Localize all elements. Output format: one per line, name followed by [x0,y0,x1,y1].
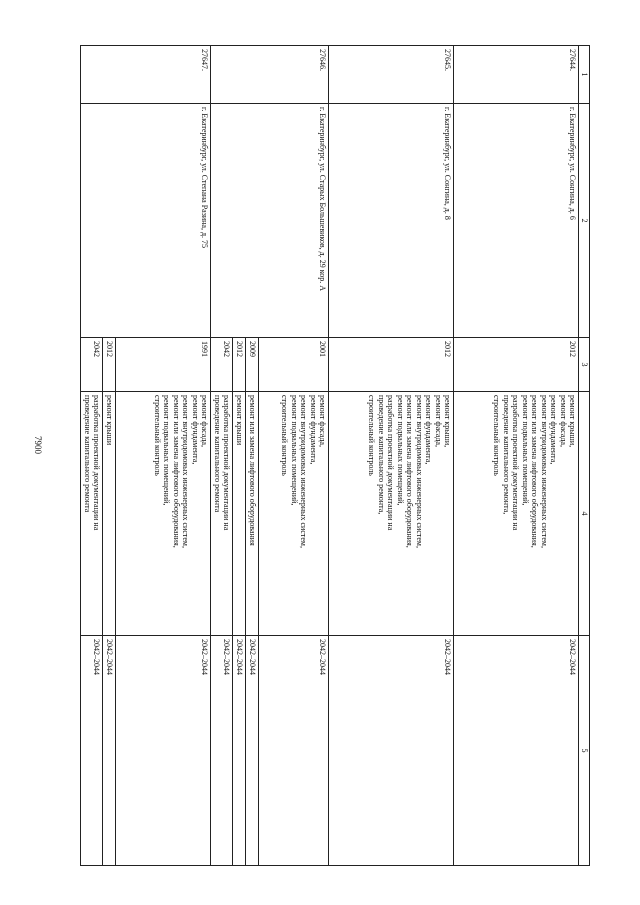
period-cell: 2042–2044 [246,636,259,866]
row-number: 27645. [329,46,454,104]
column-header-row [579,46,590,866]
works-cell: разработка проектной документации на проведение капитального ремонта [211,392,233,636]
period-cell: 2042–2044 [116,636,211,866]
year-cell: 2012 [233,338,246,392]
year-cell: 2012 [329,338,454,392]
works-cell: разработка проектной документации на проведение капитального ремонта [81,392,103,636]
table-row [259,46,329,866]
table-row [454,46,579,866]
period-cell: 2042–2044 [211,636,233,866]
column-header: 5 [579,636,590,866]
works-cell: ремонт крыши, ремонт фасада, ремонт фундамента, ремонт внутридомовых инженерных систем, ремонт или замена лифтового оборудования, ремонт подвальных помещений, разработка проектной документации на проведение капитального ремонта, строительный контроль [454,392,579,636]
year-cell: 2042 [81,338,103,392]
column-header: 4 [579,392,590,636]
works-cell: ремонт фасада, ремонт фундамента, ремонт внутридомовых инженерных систем, ремонт или замена лифтового оборудования, ремонт подвальных помещений, строительный контроль [116,392,211,636]
row-number: 27647. [81,46,211,104]
table-row [329,46,454,866]
period-cell: 2042–2044 [233,636,246,866]
column-header: 2 [579,104,590,338]
works-cell: ремонт крыши, ремонт фасада, ремонт фундамента, ремонт внутридомовых инженерных систем, ремонт или замена лифтового оборудования, ремонт подвальных помещений, разработка проектной документации на проведение капитального ремонта, строительный контроль [329,392,454,636]
page-number: 7900 [33,436,43,454]
table-container [80,45,590,865]
address-cell: г. Екатеринбург, ул. Степана Разина, д. 75 [81,104,211,338]
year-cell: 2042 [211,338,233,392]
year-cell: 2001 [259,338,329,392]
table-row [116,46,211,866]
column-header: 1 [579,46,590,104]
repair-schedule-table [80,45,590,866]
address-cell: г. Екатеринбург, ул. Сонгина, д. 6 [454,104,579,338]
address-cell: г. Екатеринбург, ул. Сонгина, д. 8 [329,104,454,338]
column-header: 3 [579,338,590,392]
year-cell: 1991 [116,338,211,392]
works-cell: ремонт крыши [233,392,246,636]
period-cell: 2042–2044 [454,636,579,866]
year-cell: 2012 [103,338,116,392]
row-number: 27646. [211,46,329,104]
works-cell: ремонт фасада, ремонт фундамента, ремонт внутридомовых инженерных систем, ремонт подвальных помещений, строительный контроль [259,392,329,636]
year-cell: 2009 [246,338,259,392]
row-number: 27644. [454,46,579,104]
works-cell: ремонт крыши [103,392,116,636]
works-cell: ремонт или замена лифтового оборудования [246,392,259,636]
year-cell: 2012 [454,338,579,392]
address-cell: г. Екатеринбург, ул. Старых Большевиков, д. 29 кор. А [211,104,329,338]
period-cell: 2042–2044 [81,636,103,866]
period-cell: 2042–2044 [259,636,329,866]
period-cell: 2042–2044 [329,636,454,866]
period-cell: 2042–2044 [103,636,116,866]
